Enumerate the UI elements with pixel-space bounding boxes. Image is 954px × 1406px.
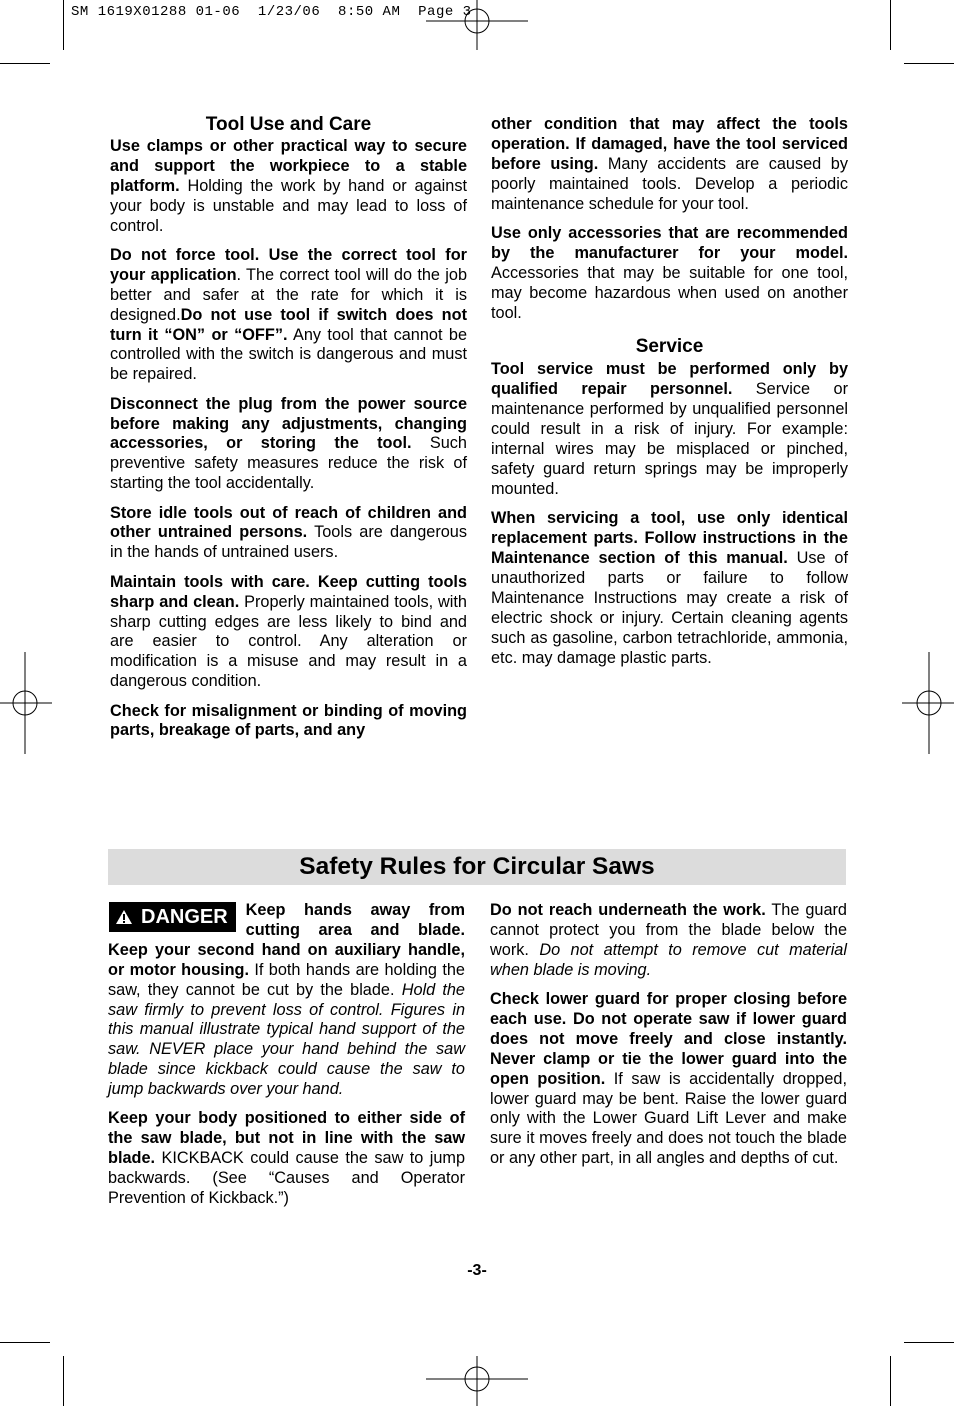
print-slug: SM 1619X01288 01-06 1/23/06 8:50 AM Page 3	[71, 4, 472, 20]
body-text: Such preventive safety measures reduce the risk of starting the tool accidentally.	[110, 434, 467, 493]
body-text: Any tool that cannot be controlled with the switch is dangerous and must be repaired.	[110, 325, 467, 384]
body-text: If both hands are holding the saw, they cannot be cut by the blade.	[108, 960, 465, 999]
body-text: KICKBACK could cause the saw to jump backwards. (See “Causes and Operator Prevention of Kickback.”)	[108, 1149, 465, 1208]
registration-mark-right	[902, 652, 954, 754]
bold-lead: When servicing a tool, use only identical replacement parts. Follow instructions in the Maintenance section of this manual.	[491, 509, 848, 567]
danger-badge	[109, 902, 236, 932]
crop-mark	[904, 1342, 954, 1343]
paragraph-service	[491, 360, 848, 499]
body-text: Accessories that may be suitable for one tool, may become hazardous when used on another tool.	[491, 263, 848, 322]
warning-triangle-icon	[115, 909, 133, 925]
body-text: Holding the work by hand or against your body is unstable and may lead to loss of control.	[110, 176, 467, 235]
paragraph-keep-hands	[108, 901, 465, 1100]
paragraph-body-position	[108, 1109, 465, 1209]
saw-right-column	[490, 901, 847, 1169]
body-text: . The correct tool will do the job better and safer at the rate for which it is designed.	[110, 265, 467, 324]
bold-lead: Maintain tools with care. Keep cutting tools sharp and clean.	[110, 572, 467, 611]
section-heading-service: Service	[635, 336, 704, 358]
crop-mark	[890, 1356, 891, 1406]
paragraph-lower-guard	[490, 990, 847, 1169]
page-number: -3-	[467, 1262, 487, 1279]
section-heading-tool-use: Tool Use and Care	[205, 114, 372, 135]
body-text: Service or maintenance performed by unqualified personnel could result in a risk of injury. For example: internal wires may be misplaced or pinched, safety guard return springs may be improperly mounted.	[491, 380, 848, 498]
paragraph-reach-underneath	[490, 901, 847, 981]
danger-label: DANGER	[141, 906, 228, 928]
bold-lead: Use clamps or other practical way to secure and support the workpiece to a stable platform.	[110, 137, 467, 195]
bold-lead: Tool service must be performed only by qualified repair personnel.	[491, 360, 848, 399]
bold-lead: Do not reach underneath the work.	[490, 901, 766, 919]
body-text: Use of unauthorized parts or failure to follow Maintenance Instructions may create a risk of electric shock or injury. Certain cleaning agents such as gasoline, carbon tetrachloride, ammonia, etc. may damage plastic parts.	[491, 549, 848, 667]
paragraph-servicing	[491, 509, 848, 668]
bold-lead: Keep hands away from cutting area and blade. Keep your second hand on auxiliary handle, or motor housing.	[108, 901, 465, 979]
saw-left-column	[108, 901, 465, 1209]
section-banner-circular-saws: Safety Rules for Circular Saws	[108, 849, 846, 885]
bold-lead: Store idle tools out of reach of children and other untrained persons.	[110, 503, 467, 542]
body-text: Many accidents are caused by poorly maintained tools. Develop a periodic maintenance schedule for your tool.	[491, 154, 848, 213]
bold-lead: other condition that may affect the tools operation. If damaged, have the tool serviced before using.	[491, 115, 848, 173]
paragraph-other-condition	[491, 115, 848, 215]
left-column	[110, 114, 467, 741]
bold-lead: Disconnect the plug from the power source before making any adjustments, changing accessories, or storing the tool.	[110, 394, 467, 453]
paragraph-accessories	[491, 224, 848, 324]
registration-mark-left	[0, 652, 52, 754]
body-text: If saw is accidentally dropped, lower guard may be bent. Raise the lower guard only with the Lower Guard Lift Lever and make sure it moves freely and does not touch the blade or any other part, in all angles and depths of cut.	[490, 1069, 847, 1168]
body-text: Properly maintained tools, with sharp cutting edges are less likely to bind and are easier to control. Any alteration or modification is a misuse and may result in a dangerous condition.	[110, 592, 467, 691]
crop-mark	[63, 1356, 64, 1406]
bold-lead: Use only accessories that are recommended by the manufacturer for your model.	[491, 223, 848, 262]
paragraph-clamps	[110, 137, 467, 237]
body-text: Tools are dangerous in the hands of untrained users.	[110, 523, 467, 562]
italic-text: Do not attempt to remove cut material when blade is moving.	[490, 940, 847, 979]
registration-mark-bottom	[426, 1356, 528, 1406]
paragraph-disconnect	[110, 395, 467, 495]
paragraph-force-tool	[110, 246, 467, 385]
body-text: The guard cannot protect you from the blade below the work.	[490, 901, 847, 959]
bold-lead: Do not use tool if switch does not turn it “ON” or “OFF”.	[110, 305, 467, 344]
bold-lead: Do not force tool. Use the correct tool for your application	[110, 245, 467, 284]
crop-mark	[0, 1342, 50, 1343]
paragraph-maintain	[110, 573, 467, 692]
crop-mark	[0, 63, 50, 64]
right-column	[491, 115, 848, 668]
registration-mark-top	[426, 0, 528, 50]
crop-mark	[890, 0, 891, 50]
italic-text: Hold the saw firmly to prevent loss of control. Figures in this manual illustrate typical hand support of the saw. NEVER place your hand behind the saw blade since kickback could cause the saw to jump backwards over your hand.	[108, 980, 465, 1099]
bold-lead: Check lower guard for proper closing before each use. Do not operate saw if lower guard does not move freely and close instantly. Never clamp or tie the lower guard into the open position.	[490, 990, 847, 1088]
paragraph-misalignment	[110, 702, 467, 742]
bold-lead: Check for misalignment or binding of moving parts, breakage of parts, and any	[110, 701, 467, 740]
paragraph-store-idle	[110, 504, 467, 564]
crop-mark	[904, 63, 954, 64]
bold-lead: Keep your body positioned to either side of the saw blade, but not in line with the saw blade.	[108, 1109, 465, 1168]
crop-mark	[63, 0, 64, 50]
